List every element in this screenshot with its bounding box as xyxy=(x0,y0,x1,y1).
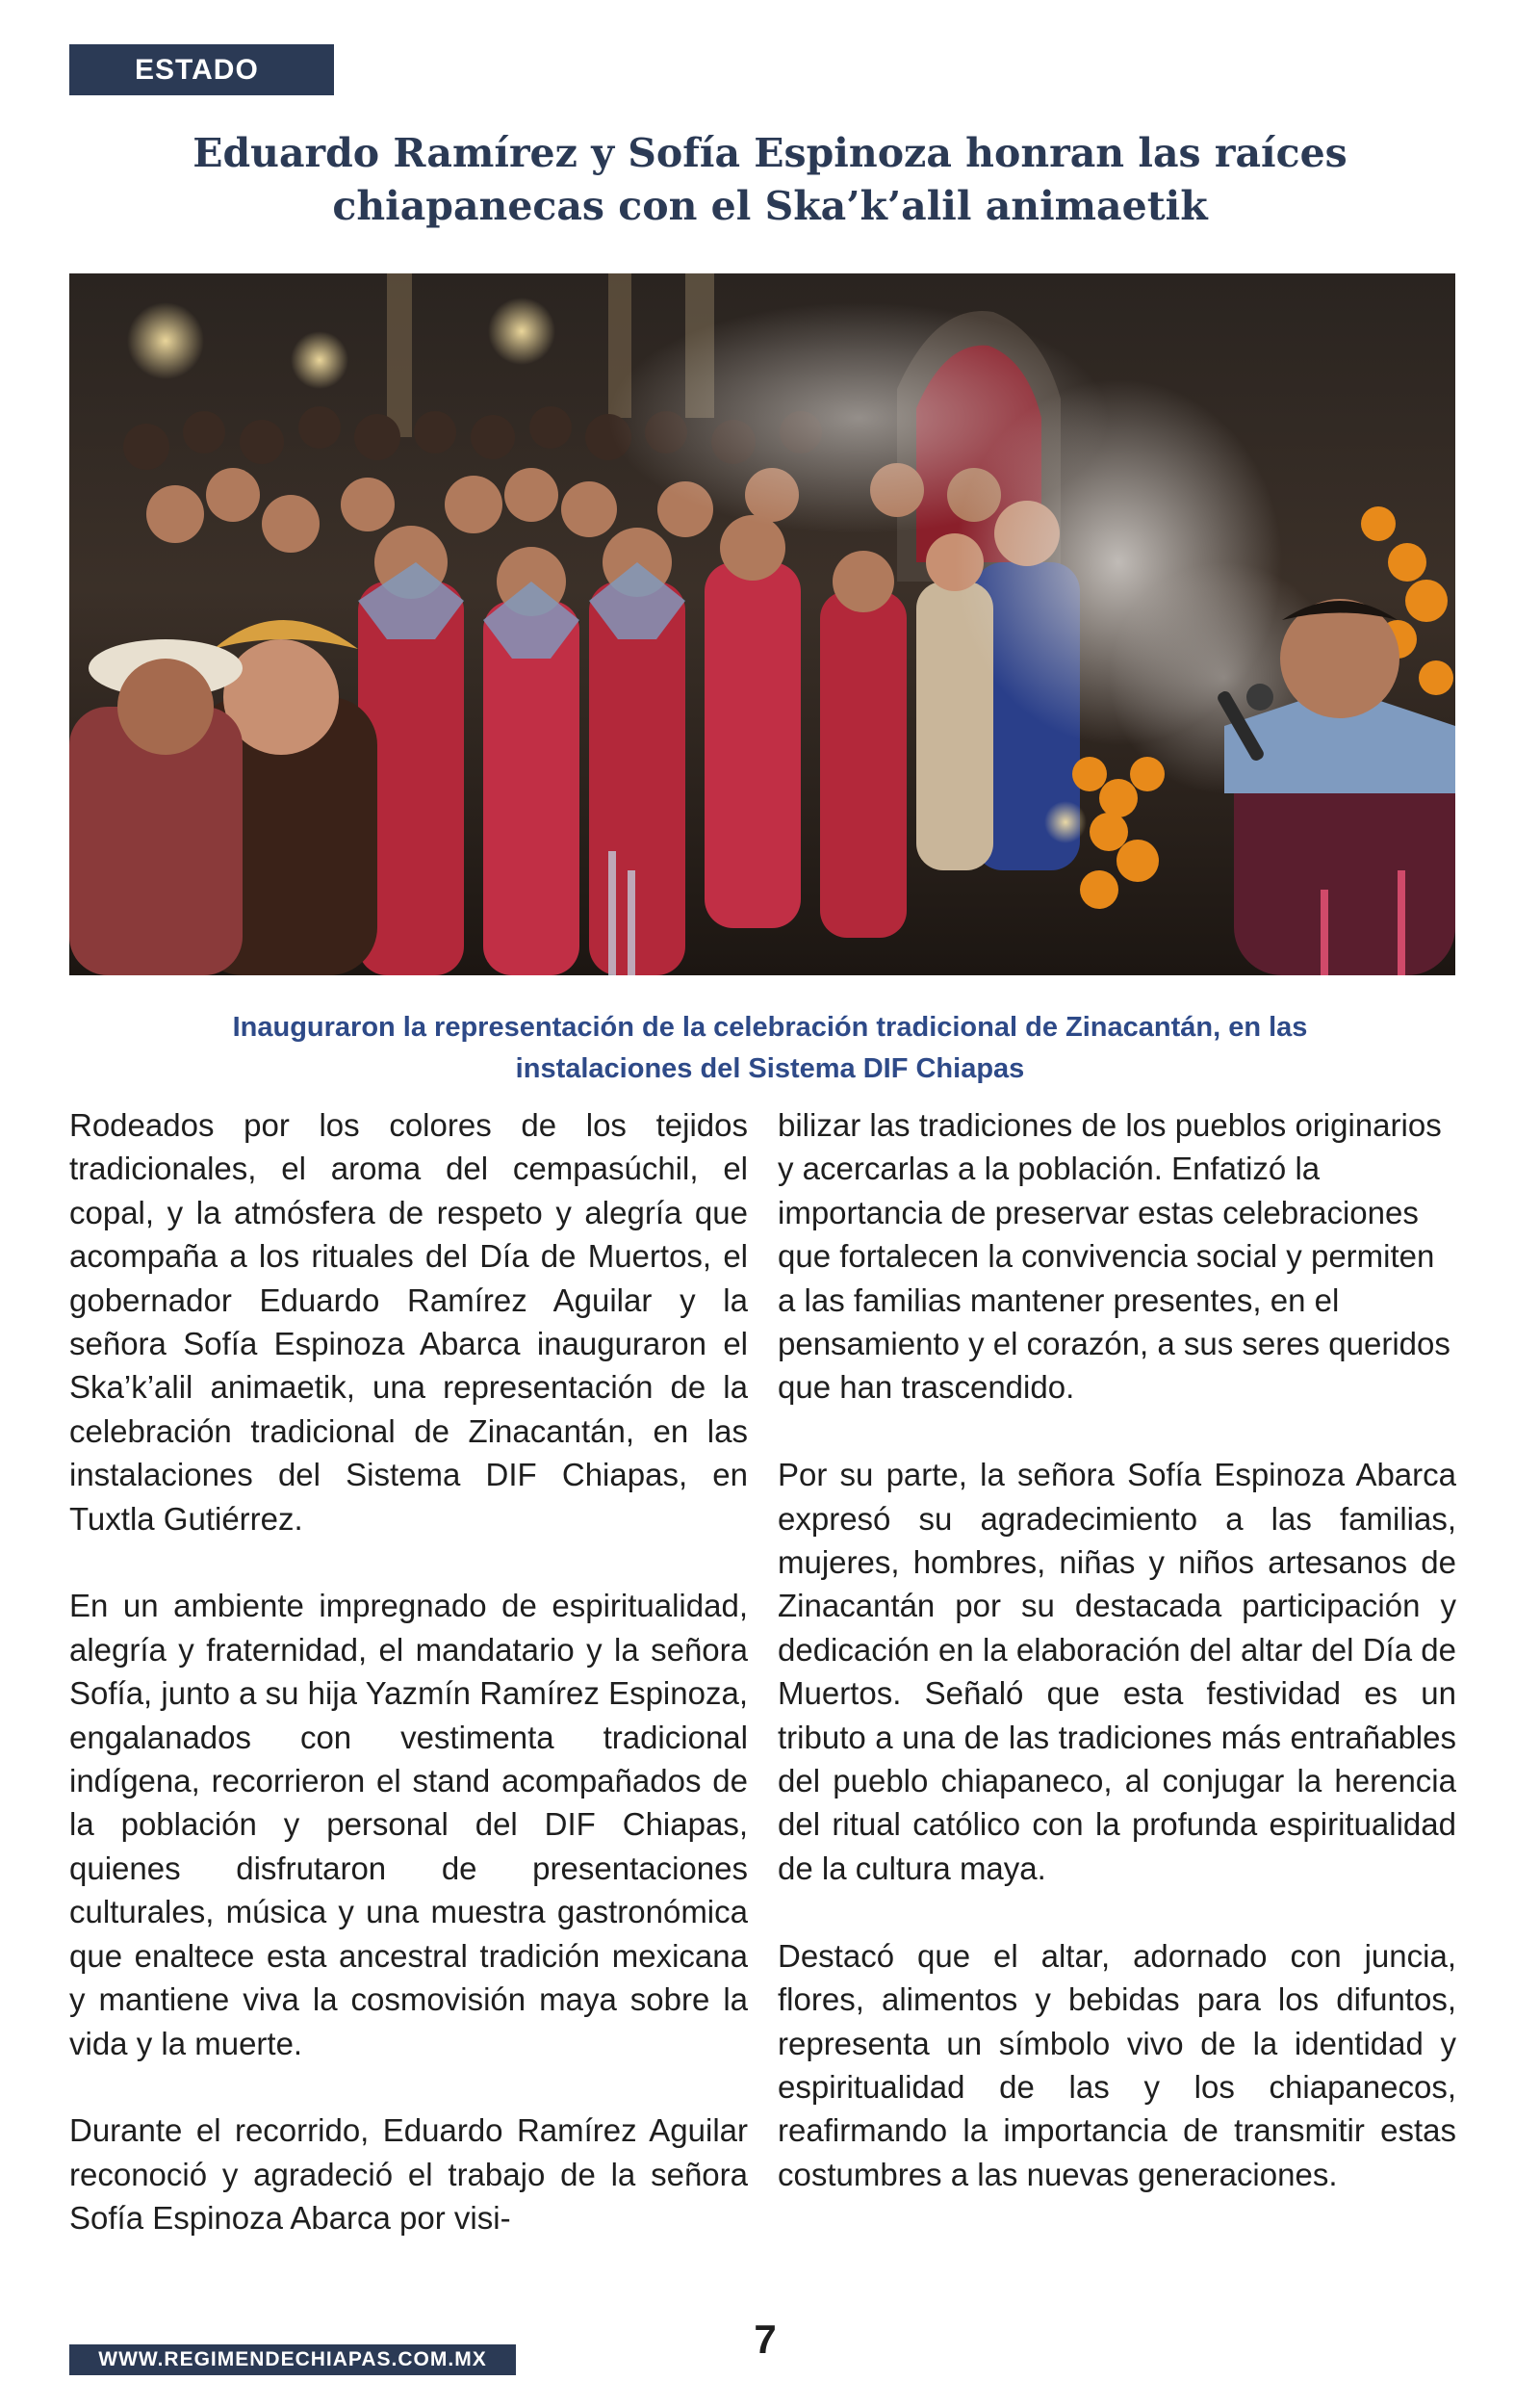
event-photo xyxy=(69,273,1455,975)
paragraph: Durante el recorrido, Eduardo Ramírez Aguilar reconoció y agradeció el trabajo de la señora Sofía Espinoza Abarca por visi- xyxy=(69,2112,748,2237)
article-column-left xyxy=(69,1103,748,2240)
photo-caption xyxy=(69,1007,1471,1090)
headline xyxy=(135,127,1405,233)
paragraph: bilizar las tradiciones de los pueblos originarios y acercarlas a la población. Enfatizó la importancia de preservar estas celebraciones que fortalecen la convivencia social y permiten a las familias mantener presentes, en el pensamiento y el corazón, a sus seres queridos que han trascendido. xyxy=(778,1107,1450,1406)
page-number: 7 xyxy=(754,2316,777,2362)
section-label: ESTADO xyxy=(69,44,334,95)
article-column-right xyxy=(778,1103,1456,2196)
headline-line-2: chiapanecas con el Ska’k’alil animaetik xyxy=(332,183,1208,229)
caption-line-2: instalaciones del Sistema DIF Chiapas xyxy=(515,1053,1025,1084)
paragraph: En un ambiente impregnado de espiritualidad, alegría y fraternidad, el mandatario y la señora Sofía, junto a su hija Yazmín Ramírez Espinoza, engalanados con vestimenta tradicional indígena, recorrieron el stand acompañados de la población y personal del DIF Chiapas, quienes disfrutaron de presentaciones culturales, música y una muestra gastronómica que enaltece esta ancestral tradición mexicana y mantiene viva la cosmovisión maya sobre la vida y la muerte. xyxy=(69,1588,748,2061)
paragraph: Por su parte, la señora Sofía Espinoza Abarca expresó su agradecimiento a las familias, mujeres, hombres, niñas y niños artesanos de Zinacantán por su destacada participación y dedicación en la elaboración del altar del Día de Muertos. Señaló que esta festividad es un tributo a una de las tradiciones más entrañables del pueblo chiapaneco, al conjugar la herencia del ritual católico con la profunda espiritualidad de la cultura maya. xyxy=(778,1457,1456,1886)
paragraph: Rodeados por los colores de los tejidos tradicionales, el aroma del cempasúchil, el copal, y la atmósfera de respeto y alegría que acompaña a los rituales del Día de Muertos, el gobernador Eduardo Ramírez Aguilar y la señora Sofía Espinoza Abarca inauguraron el Ska’k’alil animaetik, una representación de la celebración tradicional de Zinacantán, en las instalaciones del Sistema DIF Chiapas, en Tuxtla Gutiérrez. xyxy=(69,1107,748,1537)
caption-line-1: Inauguraron la representación de la celebración tradicional de Zinacantán, en las xyxy=(232,1012,1308,1043)
website-url[interactable]: WWW.REGIMENDECHIAPAS.COM.MX xyxy=(69,2344,516,2375)
paragraph: Destacó que el altar, adornado con juncia, flores, alimentos y bebidas para los difuntos, representa un símbolo vivo de la identidad y espiritualidad de las y los chiapanecos, reafirmando la importancia de transmitir estas costumbres a las nuevas generaciones. xyxy=(778,1937,1456,2192)
headline-line-1: Eduardo Ramírez y Sofía Espinoza honran las raíces xyxy=(192,130,1348,176)
